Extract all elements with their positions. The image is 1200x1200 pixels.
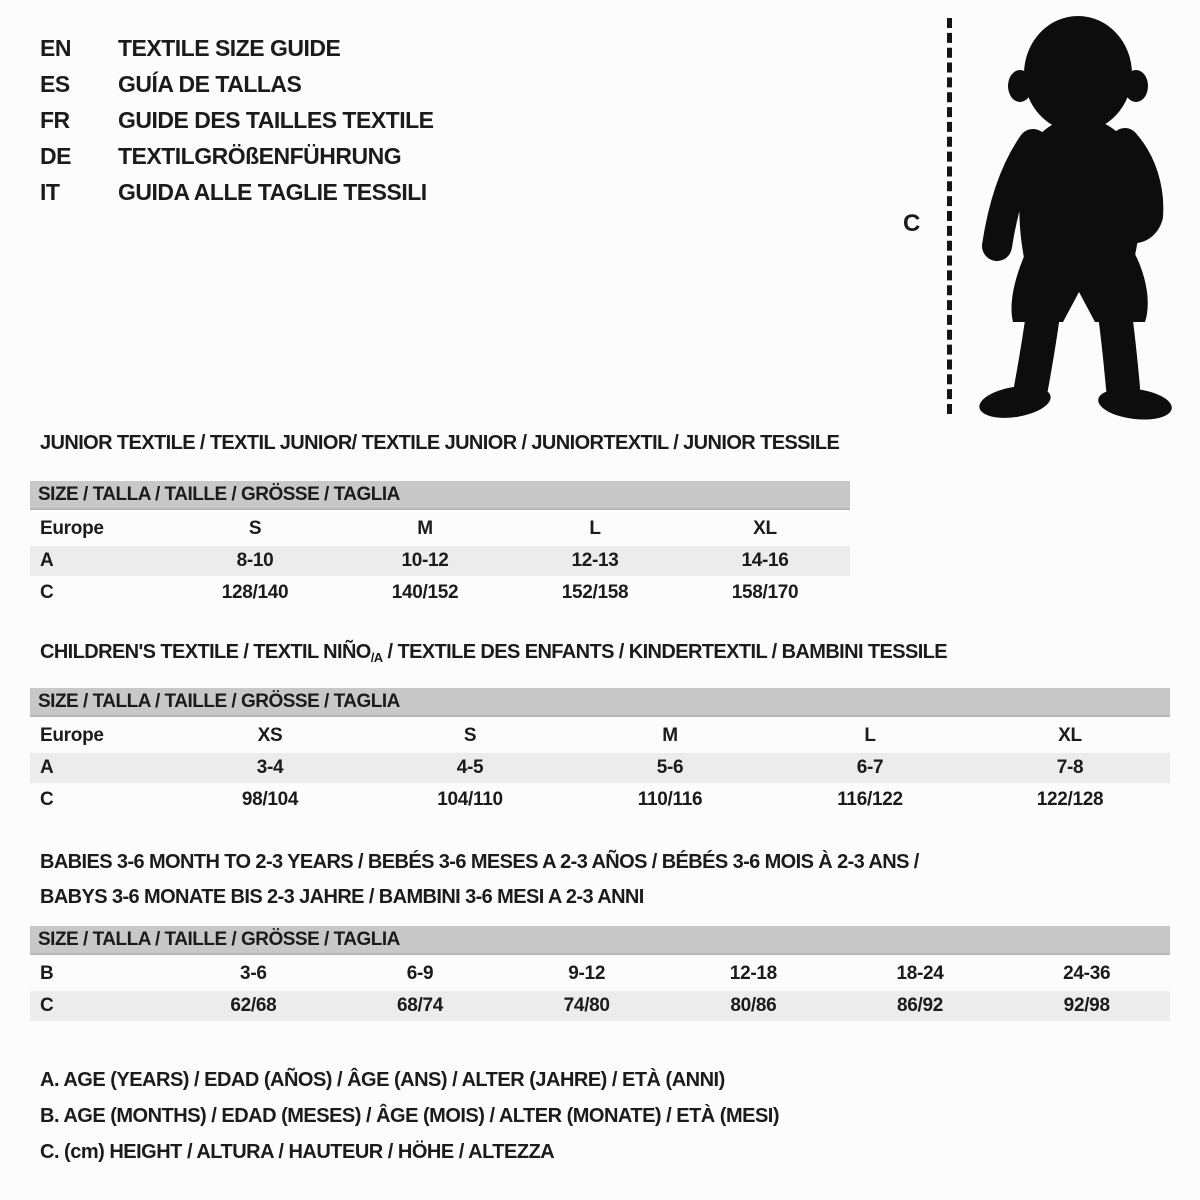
table-row-europe — [30, 721, 1170, 751]
value-cell: 62/68 — [230, 995, 277, 1016]
language-row — [40, 30, 434, 66]
value-cell: 86/92 — [897, 995, 944, 1016]
table-row-a — [30, 753, 1170, 783]
value-cell: 8-10 — [236, 550, 274, 571]
children-size-table — [30, 688, 1170, 817]
language-label: GUIDA ALLE TAGLIE TESSILI — [118, 179, 427, 205]
height-figure — [895, 12, 1200, 424]
table-row-a — [30, 546, 850, 576]
value-cell: 110/116 — [637, 789, 703, 810]
table-row-europe — [30, 514, 850, 544]
row-label: B — [40, 963, 54, 984]
value-cell: 152/158 — [561, 582, 629, 603]
language-label: TEXTILGRÖßENFÜHRUNG — [118, 143, 402, 169]
table-header-size: SIZE / TALLA / TAILLE / GRÖSSE / TAGLIA — [30, 481, 850, 510]
language-row — [40, 174, 434, 210]
value-cell: 12-18 — [729, 963, 777, 984]
row-label: Europe — [40, 518, 104, 539]
value-cell: 122/128 — [1036, 789, 1104, 810]
table-row-c — [30, 578, 850, 608]
legend-line-c: C. (cm) HEIGHT / ALTURA / HAUTEUR / HÖHE / ALTEZZA — [40, 1141, 555, 1163]
language-label: GUIDE DES TAILLES TEXTILE — [118, 107, 434, 133]
junior-section-title: JUNIOR TEXTILE / TEXTIL JUNIOR/ TEXTILE JUNIOR / JUNIORTEXTIL / JUNIOR TESSILE — [40, 432, 840, 454]
babies-title-line1: BABIES 3-6 MONTH TO 2-3 YEARS / BEBÉS 3-6 MESES A 2-3 AÑOS / BÉBÉS 3-6 MOIS À 2-3 ANS / — [40, 851, 919, 873]
row-label: C — [40, 995, 54, 1016]
value-cell: 74/80 — [563, 995, 610, 1016]
value-cell: 6-7 — [856, 757, 884, 778]
value-cell: 24-36 — [1063, 963, 1111, 984]
value-cell: 18-24 — [896, 963, 944, 984]
table-row-c — [30, 785, 1170, 815]
value-cell: 104/110 — [437, 789, 503, 810]
value-cell: 14-16 — [741, 550, 789, 571]
language-code: FR — [40, 107, 70, 133]
table-header-size: SIZE / TALLA / TAILLE / GRÖSSE / TAGLIA — [30, 926, 1170, 955]
row-label: Europe — [40, 725, 104, 746]
row-label: A — [40, 550, 54, 571]
language-row — [40, 138, 434, 174]
value-cell: 140/152 — [391, 582, 459, 603]
size-cell: M — [662, 725, 678, 746]
value-cell: 5-6 — [656, 757, 684, 778]
table-header-size: SIZE / TALLA / TAILLE / GRÖSSE / TAGLIA — [30, 688, 1170, 717]
language-code: EN — [40, 35, 71, 61]
value-cell: 3-6 — [240, 963, 267, 984]
value-cell: 7-8 — [1056, 757, 1084, 778]
language-code: ES — [40, 71, 70, 97]
table-row-b — [30, 959, 1170, 989]
size-cell: XL — [753, 518, 777, 539]
value-cell: 9-12 — [568, 963, 606, 984]
children-title-pre: CHILDREN'S TEXTILE / TEXTIL NIÑO — [40, 641, 371, 663]
row-label: C — [40, 582, 54, 603]
value-cell: 6-9 — [406, 963, 434, 984]
babies-section-title — [40, 845, 919, 915]
size-cell: XS — [257, 725, 283, 746]
size-cell: L — [864, 725, 876, 746]
value-cell: 116/122 — [837, 789, 903, 810]
language-row — [40, 66, 434, 102]
value-cell: 4-5 — [456, 757, 484, 778]
value-cell: 158/170 — [731, 582, 799, 603]
measurement-legend — [40, 1062, 779, 1170]
size-cell: M — [417, 518, 433, 539]
children-title-post: / TEXTILE DES ENFANTS / KINDERTEXTIL / BAMBINI TESSILE — [382, 641, 948, 663]
value-cell: 10-12 — [401, 550, 449, 571]
row-label: C — [40, 789, 54, 810]
size-cell: S — [248, 518, 262, 539]
children-title-sub: /A — [370, 650, 383, 665]
value-cell: 68/74 — [396, 995, 444, 1016]
legend-line-a: A. AGE (YEARS) / EDAD (AÑOS) / ÂGE (ANS) / ALTER (JAHRE) / ETÀ (ANNI) — [40, 1069, 725, 1091]
value-cell: 12-13 — [571, 550, 619, 571]
table-row-c — [30, 991, 1170, 1021]
language-list — [40, 30, 434, 210]
value-cell: 3-4 — [256, 757, 284, 778]
junior-size-table — [30, 481, 850, 610]
size-cell: XL — [1058, 725, 1082, 746]
language-label: GUÍA DE TALLAS — [118, 71, 302, 97]
children-section-title — [40, 641, 947, 665]
value-cell: 80/86 — [730, 995, 777, 1016]
value-cell: 98/104 — [241, 789, 299, 810]
height-measure-label: C — [903, 210, 921, 237]
language-label: TEXTILE SIZE GUIDE — [118, 35, 341, 61]
language-code: IT — [40, 179, 60, 205]
height-measure-dashed-line — [947, 18, 952, 414]
language-code: DE — [40, 143, 71, 169]
size-cell: L — [589, 518, 601, 539]
language-row — [40, 102, 434, 138]
babies-size-table — [30, 926, 1170, 1023]
toddler-silhouette — [963, 14, 1198, 422]
size-cell: S — [463, 725, 477, 746]
babies-title-line2: BABYS 3-6 MONATE BIS 2-3 JAHRE / BAMBINI 3-6 MESI A 2-3 ANNI — [40, 886, 644, 908]
value-cell: 92/98 — [1063, 995, 1110, 1016]
value-cell: 128/140 — [221, 582, 289, 603]
row-label: A — [40, 757, 54, 778]
legend-line-b: B. AGE (MONTHS) / EDAD (MESES) / ÂGE (MOIS) / ALTER (MONATE) / ETÀ (MESI) — [40, 1105, 780, 1127]
